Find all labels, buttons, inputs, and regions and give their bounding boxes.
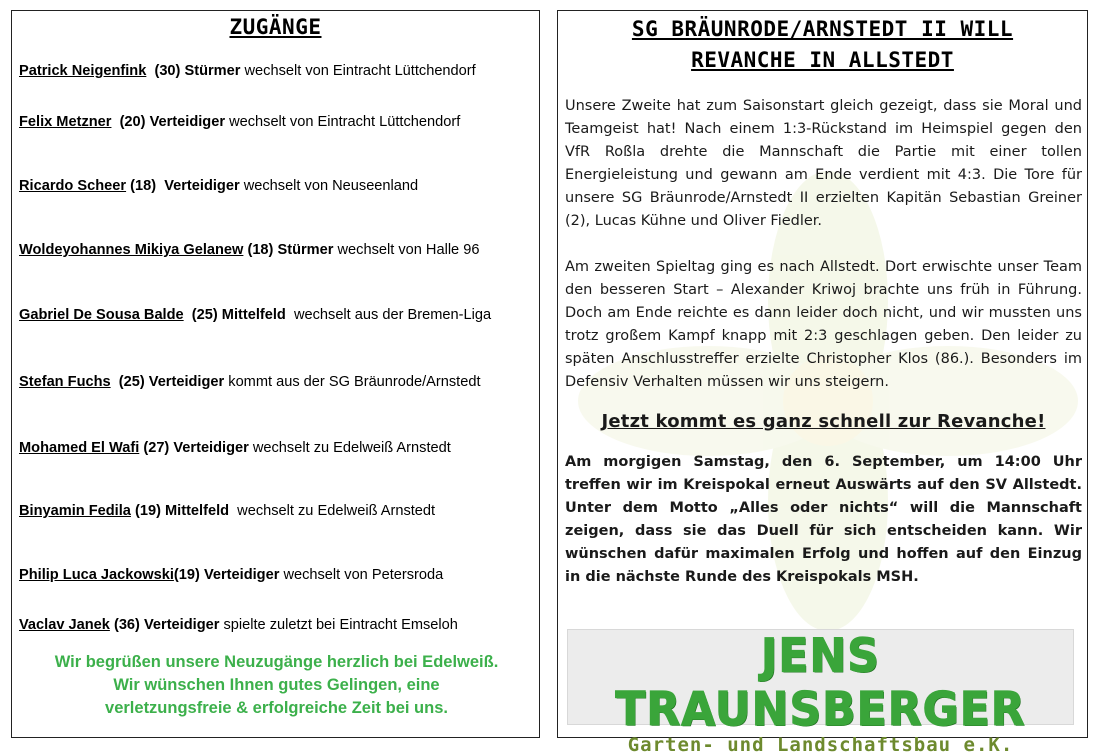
- player-transfer: spielte zuletzt bei Eintracht Emseloh: [223, 617, 458, 633]
- article-body: [565, 95, 1082, 612]
- player-age: (18): [247, 242, 274, 258]
- article-title-line: SG BRÄUNRODE/ARNSTEDT II WILL: [631, 17, 1014, 41]
- list-item: [19, 617, 458, 633]
- player-name: Ricardo Scheer: [19, 178, 127, 194]
- welcome-line: Wir wünschen Ihnen gutes Gelingen, eine: [113, 676, 440, 694]
- player-transfer: wechselt von Petersroda: [283, 567, 444, 583]
- sponsor-ad: [567, 629, 1074, 756]
- list-item: [19, 567, 443, 583]
- list-item: [19, 503, 435, 519]
- player-age: (36): [113, 617, 140, 633]
- list-item: [19, 307, 491, 323]
- player-position: Verteidiger: [164, 178, 240, 194]
- article-paragraph: Unsere Zweite hat zum Saisonstart gleich gezeigt, dass sie Moral und Teamgeist hat! Nach einem 1:3-Rückstand im Heimspiel gegen den VfR Roßla drehte die Mannschaft die Partie mit einer tollen Energieleistung und gewann am Ende verdient mit 4:3. Die Tore für unsere SG Bräunrode/Arnstedt II erzielten Kapitän Sebastian Greiner (2), Lucas Kühne und Oliver Fiedler.: [565, 98, 1082, 229]
- player-age: (19): [134, 503, 161, 519]
- player-transfer: kommt aus der SG Bräunrode/Arnstedt: [228, 374, 481, 390]
- player-position: Mittelfeld: [221, 307, 286, 323]
- list-item: [19, 114, 460, 130]
- list-item: [19, 374, 481, 390]
- player-name: Mohamed El Wafi: [19, 440, 140, 456]
- article-title: [558, 14, 1087, 76]
- player-position: Verteidiger: [203, 567, 280, 583]
- player-age: (20): [119, 114, 146, 130]
- player-transfer: wechselt zu Edelweiß Arnstedt: [237, 503, 436, 519]
- player-age: (19): [173, 567, 200, 583]
- welcome-line: Wir begrüßen unsere Neuzugänge herzlich bei Edelweiß.: [54, 653, 499, 671]
- player-age: (18): [130, 178, 157, 194]
- player-transfer: wechselt von Neuseenland: [243, 178, 419, 194]
- arrivals-panel: [11, 10, 540, 738]
- list-item: [19, 242, 479, 258]
- player-age: (25): [118, 374, 145, 390]
- player-position: Verteidiger: [173, 440, 249, 456]
- arrivals-title: ZUGÄNGE: [229, 15, 322, 39]
- welcome-message: [12, 651, 541, 720]
- player-name: Philip Luca Jackowski: [19, 567, 174, 583]
- player-position: Stürmer: [277, 242, 334, 258]
- player-age: (25): [191, 307, 218, 323]
- article-paragraph: Am morgigen Samstag, den 6. September, um 14:00 Uhr treffen wir im Kreispokal erneut Auswärts auf den SV Allstedt. Unter dem Motto „Alles oder nichts“ will die Mannschaft zeigen, dass sie das Duell für sich entscheiden kann. Wir wünschen dafür maximalen Erfolg und hoffen auf den Einzug in die nächste Runde des Kreispokals MSH.: [565, 454, 1082, 585]
- article-panel: [557, 10, 1088, 756]
- player-name: Gabriel De Sousa Balde: [19, 307, 184, 323]
- player-transfer: wechselt von Eintracht Lüttchendorf: [229, 114, 461, 130]
- player-position: Verteidiger: [143, 617, 220, 633]
- player-name: Binyamin Fedila: [19, 503, 131, 519]
- welcome-line: verletzungsfreie & erfolgreiche Zeit bei uns.: [105, 699, 448, 717]
- sponsor-name: JENS TRAUNSBERGER: [615, 629, 1026, 737]
- player-name: Patrick Neigenfink: [19, 63, 147, 79]
- sponsor-subtitle: Garten- und Landschaftsbau e.K.: [627, 734, 1014, 756]
- player-position: Verteidiger: [149, 114, 226, 130]
- player-transfer: wechselt von Eintracht Lüttchendorf: [244, 63, 476, 79]
- article-paragraph: Am zweiten Spieltag ging es nach Allstedt. Dort erwischte unser Team den besseren Start – Alexander Kriwoj brachte uns früh in Führung. Doch am Ende reichte es dann leider doch nicht, und wir mussten uns trotz großem Kampf knapp mit 2:3 geschlagen geben. Den leider zu späten Anschlusstreffer erzielte Christopher Klos (86.). Besonders im Defensiv Verhalten müssen wir uns steigern.: [565, 259, 1082, 390]
- player-age: (30): [154, 63, 181, 79]
- list-item: [19, 440, 451, 456]
- player-position: Mittelfeld: [165, 503, 230, 519]
- player-name: Stefan Fuchs: [19, 374, 111, 390]
- article-title-line: REVANCHE IN ALLSTEDT: [691, 48, 954, 72]
- player-transfer: wechselt von Halle 96: [337, 242, 480, 258]
- list-item: [19, 63, 476, 79]
- player-transfer: wechselt aus der Bremen-Liga: [293, 307, 492, 323]
- list-item: [19, 178, 418, 194]
- player-name: Felix Metzner: [19, 114, 112, 130]
- player-name: Woldeyohannes Mikiya Gelanew: [19, 242, 244, 258]
- player-position: Verteidiger: [148, 374, 225, 390]
- player-age: (27): [143, 440, 170, 456]
- player-position: Stürmer: [184, 63, 241, 79]
- player-transfer: wechselt zu Edelweiß Arnstedt: [252, 440, 451, 456]
- player-name: Vaclav Janek: [19, 617, 110, 633]
- article-subheading: Jetzt kommt es ganz schnell zur Revanche!: [601, 411, 1046, 432]
